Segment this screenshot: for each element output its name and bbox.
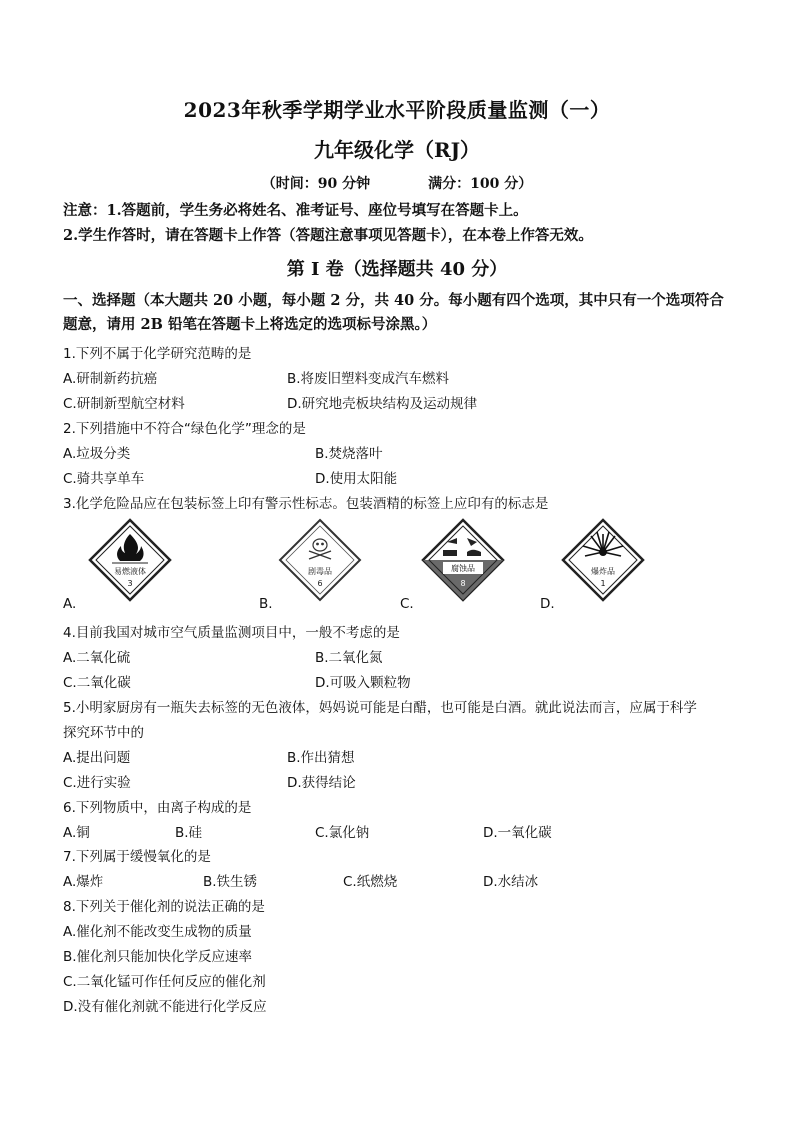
flame-icon	[88, 518, 172, 602]
question-6-stem: 6.下列物质中，由离子构成的是	[63, 800, 252, 816]
skull-icon	[278, 518, 362, 602]
question-3-option-c: C.	[400, 596, 414, 612]
question-2-option-d: D.使用太阳能	[315, 471, 398, 487]
question-5-option-d: D.获得结论	[287, 775, 356, 791]
question-4-option-c: C.二氧化碳	[63, 675, 131, 691]
question-4-stem: 4.目前我国对城市空气质量监测项目中，一般不考虑的是	[63, 625, 400, 641]
hazard-label-flammable: 易燃液体	[114, 567, 146, 576]
question-1-stem: 1.下列不属于化学研究范畴的是	[63, 346, 252, 362]
question-5-stem-line-1: 5.小明家厨房有一瓶失去标签的无色液体，妈妈说可能是白醋，也可能是白酒。就此说法而言，应属于科学	[63, 700, 697, 716]
question-1-option-b: B.将废旧塑料变成汽车燃料	[287, 371, 450, 387]
question-3-option-d: D.	[540, 596, 555, 612]
question-7-option-d: D.水结冰	[483, 874, 539, 890]
question-3-stem: 3.化学危险品应在包装标签上印有警示性标志。包装酒精的标签上应印有的标志是	[63, 496, 549, 512]
question-5-option-c: C.进行实验	[63, 775, 131, 791]
question-2-option-c: C.骑共享单车	[63, 471, 145, 487]
question-5-option-a: A.提出问题	[63, 750, 131, 766]
question-1-option-d: D.研究地壳板块结构及运动规律	[287, 396, 478, 412]
hazard-sign-flammable	[88, 518, 172, 602]
question-4-option-b: B.二氧化氮	[315, 650, 383, 666]
hazard-number-flammable: 3	[127, 579, 133, 588]
question-8-stem: 8.下列关于催化剂的说法正确的是	[63, 899, 265, 915]
question-4-option-d: D.可吸入颗粒物	[315, 675, 411, 691]
exam-score: 满分：100 分）	[428, 176, 533, 192]
section-title: 第 I 卷（选择题共 40 分）	[286, 259, 508, 280]
exam-title: 2023年秋季学期学业水平阶段质量监测（一）	[183, 98, 611, 122]
hazard-number-corrosive: 8	[460, 579, 466, 588]
question-6-option-b: B.硅	[175, 825, 203, 841]
exam-time: （时间：90 分钟	[261, 176, 371, 192]
question-2-option-a: A.垃圾分类	[63, 446, 131, 462]
hazard-label-corrosive: 腐蚀品	[451, 564, 475, 573]
question-6-option-a: A.铜	[63, 825, 90, 841]
hazard-number-explosive: 1	[600, 579, 606, 588]
exam-subject: 九年级化学（RJ）	[313, 138, 481, 162]
question-7-stem: 7.下列属于缓慢氧化的是	[63, 849, 211, 865]
question-5-option-b: B.作出猜想	[287, 750, 355, 766]
hazard-number-toxic: 6	[317, 579, 323, 588]
note-line-1: 注意：1.答题前，学生务必将姓名、准考证号、座位号填写在答题卡上。	[63, 202, 528, 219]
question-3-option-b: B.	[259, 596, 273, 612]
hazard-sign-toxic	[278, 518, 362, 602]
question-4-option-a: A.二氧化硫	[63, 650, 131, 666]
question-5-stem-line-2: 探究环节中的	[63, 725, 144, 741]
hazard-sign-explosive	[561, 518, 645, 602]
question-2-option-b: B.焚烧落叶	[315, 446, 383, 462]
question-8-option-b: B.催化剂只能加快化学反应速率	[63, 949, 253, 965]
question-6-option-c: C.氯化钠	[315, 825, 370, 841]
question-8-option-c: C.二氧化锰可作任何反应的催化剂	[63, 974, 266, 990]
hazard-label-explosive: 爆炸品	[591, 567, 615, 576]
hazard-sign-corrosive	[421, 518, 505, 602]
question-8-option-d: D.没有催化剂就不能进行化学反应	[63, 999, 267, 1015]
question-7-option-c: C.纸燃烧	[343, 874, 398, 890]
question-1-option-c: C.研制新型航空材料	[63, 396, 185, 412]
note-line-2: 2.学生作答时，请在答题卡上作答（答题注意事项见答题卡），在本卷上作答无效。	[63, 227, 593, 244]
hazard-label-toxic: 剧毒品	[308, 567, 332, 576]
question-7-option-a: A.爆炸	[63, 874, 104, 890]
question-2-stem: 2.下列措施中不符合“绿色化学”理念的是	[63, 421, 306, 437]
section-intro: 一、选择题（本大题共 20 小题，每小题 2 分，共 40 分。每小题有四个选项，其中只有一个选项符合题意，请用 2B 铅笔在答题卡上将选定的选项标号涂黑。）	[63, 292, 724, 333]
question-3-option-a: A.	[63, 596, 77, 612]
question-8-option-a: A.催化剂不能改变生成物的质量	[63, 924, 252, 940]
question-1-option-a: A.研制新药抗癌	[63, 371, 158, 387]
question-6-option-d: D.一氧化碳	[483, 825, 552, 841]
explosion-icon	[561, 518, 645, 602]
question-7-option-b: B.铁生锈	[203, 874, 258, 890]
corrosive-icon	[421, 518, 505, 602]
exam-time-score	[0, 173, 794, 193]
